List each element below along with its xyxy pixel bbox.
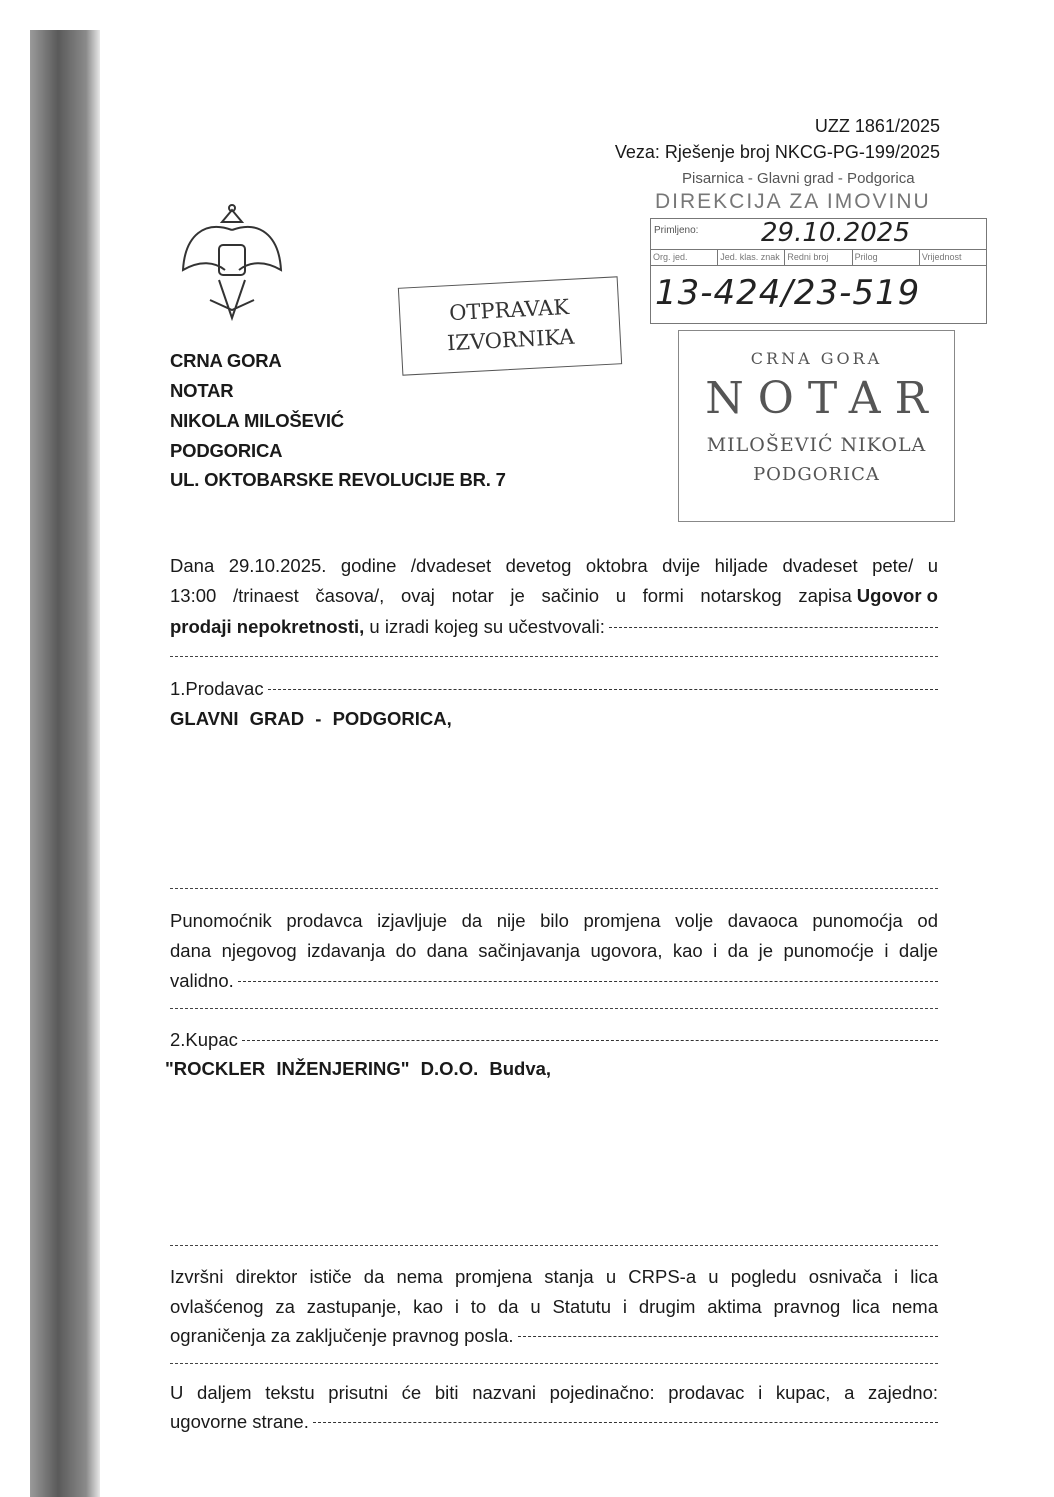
registry-number: 13-424/23-519 <box>655 273 921 313</box>
dash-separator <box>170 888 938 889</box>
column-label: Jed. klas. znak <box>718 250 785 265</box>
column-label: Prilog <box>853 250 920 265</box>
notary-stamp <box>678 330 955 522</box>
seller-name: GLAVNI GRAD - PODGORICA, <box>170 708 452 729</box>
intro-line3-text: u izradi kojeg su učestvovali: <box>369 616 605 637</box>
header-address: UL. OKTOBARSKE REVOLUCIJE BR. 7 <box>170 469 506 490</box>
buyer-statement-line3 <box>170 1325 938 1347</box>
column-label: Vrijednost <box>921 252 962 262</box>
contract-title-part1: Ugovor o <box>856 585 938 606</box>
dash-separator <box>170 1363 938 1364</box>
seller-statement-end: validno. <box>170 970 234 991</box>
intro-line2-text: 13:00 /trinaest časova/, ovaj notar je sačinio u formi notarskog zapisa <box>170 585 852 606</box>
parties-line2 <box>170 1411 938 1433</box>
received-date: 29.10.2025 <box>761 218 910 248</box>
column-label: Org. jed. <box>651 250 718 265</box>
header-role: NOTAR <box>170 380 234 401</box>
reference-link: Veza: Rješenje broj NKCG-PG-199/2025 <box>614 142 940 162</box>
intro-line2 <box>170 585 938 607</box>
parties-end: ugovorne strane. <box>170 1411 309 1432</box>
intro-line1: Dana 29.10.2025. godine /dvadeset devetog oktobra dvije hiljade dvadeset pete/ u <box>170 555 938 576</box>
seller-label-line <box>170 678 938 700</box>
buyer-label-line <box>170 1029 938 1051</box>
seller-statement-line3 <box>170 970 938 992</box>
parties-line1: U daljem tekstu prisutni će biti nazvani pojedinačno: prodavac i kupac, a zajedno: <box>170 1382 938 1403</box>
registry-stamp-line2: DIREKCIJA ZA IMOVINU <box>655 190 931 213</box>
registry-stamp-line1: Pisarnica - Glavni grad - Podgorica <box>682 170 915 187</box>
buyer-statement-line1: Izvršni direktor ističe da nema promjena stanja u CRPS-a u pogledu osnivača i lica <box>170 1266 938 1287</box>
seller-statement-line1: Punomoćnik prodavca izjavljuje da nije bilo promjena volje davaoca punomoćja od <box>170 910 938 931</box>
coat-of-arms-icon <box>175 200 290 330</box>
buyer-label: 2.Kupac <box>170 1029 238 1050</box>
notary-stamp-line1: CRNA GORA <box>750 349 883 368</box>
registry-stamp <box>650 218 987 324</box>
buyer-statement-end: ograničenja za zaključenje pravnog posla. <box>170 1325 514 1346</box>
dash-separator <box>170 1245 938 1246</box>
contract-title-part2: prodaji nepokretnosti, <box>170 616 365 637</box>
scan-binding-shadow <box>30 30 100 1497</box>
copy-stamp <box>398 276 622 375</box>
copy-stamp-line2: IZVORNIKA <box>446 324 575 356</box>
buyer-statement-line2: ovlašćenog za zastupanje, kao i to da u Statutu i drugim aktima pravnog lica nema <box>170 1296 938 1317</box>
buyer-name: "ROCKLER INŽENJERING" D.O.O. Budva, <box>165 1058 552 1079</box>
header-name: NIKOLA MILOŠEVIĆ <box>170 410 344 431</box>
dash-separator <box>170 1008 938 1009</box>
reference-number: UZZ 1861/2025 <box>814 116 940 136</box>
header-country: CRNA GORA <box>170 350 282 371</box>
seller-label: 1.Prodavac <box>170 678 264 699</box>
seller-statement-line2: dana njegovog izdavanja do dana sačinjavanja ugovora, kao i da je punomoćje i dalje <box>170 940 938 961</box>
received-label: Primljeno: <box>654 225 699 236</box>
copy-stamp-line1: OTPRAVAK <box>448 294 570 326</box>
intro-line3 <box>170 616 938 638</box>
header-city: PODGORICA <box>170 440 283 461</box>
column-label: Redni broj <box>785 250 852 265</box>
notary-stamp-line3: MILOŠEVIĆ NIKOLA <box>706 434 927 456</box>
notary-stamp-line4: PODGORICA <box>753 464 880 485</box>
dash-separator <box>170 656 938 657</box>
notary-stamp-line2: NOTAR <box>705 373 942 424</box>
